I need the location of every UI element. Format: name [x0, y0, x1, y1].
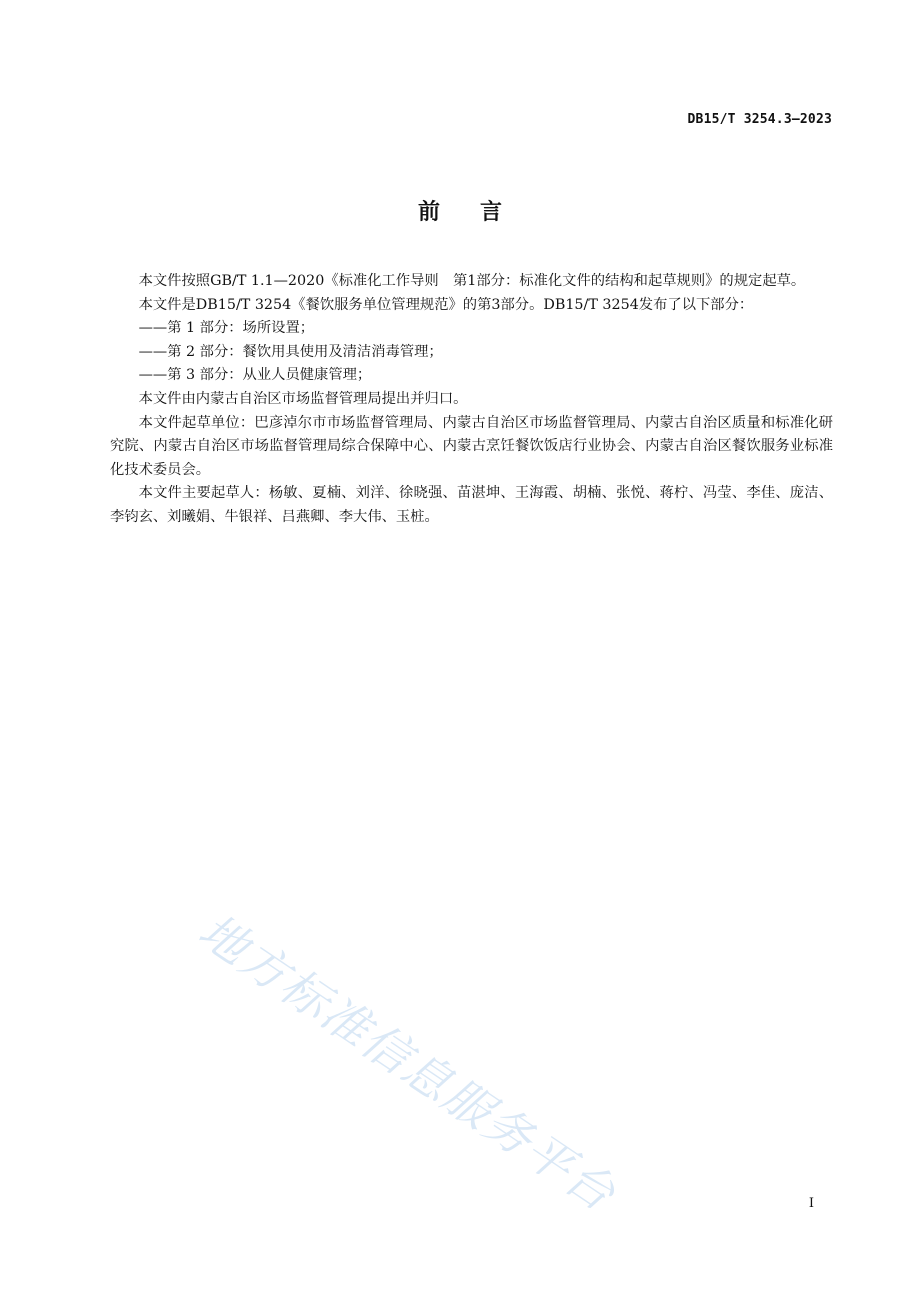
page-title: 前言: [417, 200, 542, 225]
document-number: DB15/T 3254.3—2023: [687, 112, 832, 127]
paragraph-drafters: 本文件主要起草人：杨敏、夏楠、刘洋、徐晓强、苗湛坤、王海霞、胡楠、张悦、蒋柠、冯莹、李佳、庞洁、李钧玄、刘曦娟、牛银祥、吕燕卿、李大伟、玉桩。: [110, 485, 833, 525]
paragraph-part-info: 本文件是DB15/T 3254《餐饮服务单位管理规范》的第3部分。DB15/T 3254发布了以下部分：: [138, 296, 754, 313]
page-number: I: [808, 1196, 814, 1211]
watermark: 地方标准信息服务平台: [188, 903, 626, 1223]
list-item-part-1: ——第 1 部分：场所设置；: [138, 320, 315, 337]
list-item-part-3: ——第 3 部分：从业人员健康管理；: [138, 367, 372, 384]
paragraph-drafting-units: 本文件起草单位：巴彦淖尔市市场监督管理局、内蒙古自治区市场监督管理局、内蒙古自治区质量和标准化研究院、内蒙古自治区市场监督管理局综合保障中心、内蒙古烹饪餐饮饭店行业协会、内蒙古自治区餐饮服务业标准化技术委员会。: [110, 414, 833, 478]
paragraph-drafting-basis: 本文件按照GB/T 1.1—2020《标准化工作导则 第1部分：标准化文件的结构和起草规则》的规定起草。: [138, 273, 806, 289]
list-item-part-2: ——第 2 部分：餐饮用具使用及清洁消毒管理；: [138, 343, 443, 360]
paragraph-proposer: 本文件由内蒙古自治区市场监督管理局提出并归口。: [138, 390, 468, 407]
foreword-body: [110, 270, 833, 530]
